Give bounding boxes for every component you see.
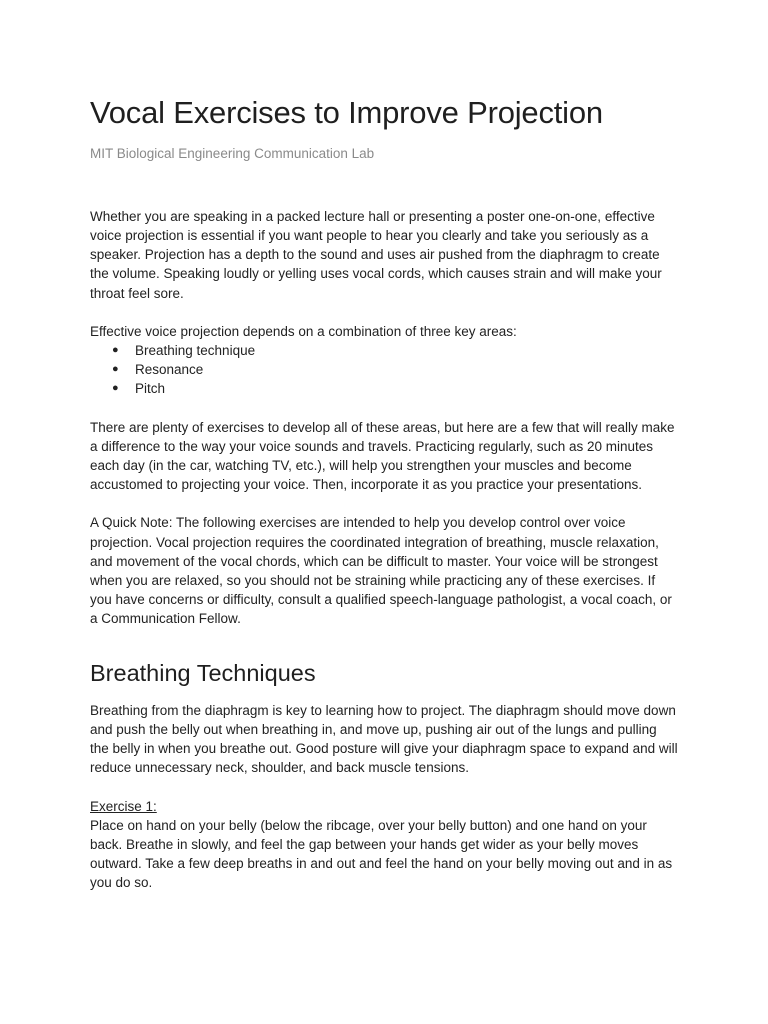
list-item [90, 379, 678, 398]
intro-paragraph: Whether you are speaking in a packed lecture hall or presenting a poster one-on-one, effective voice projection is essential if you want people to hear you clearly and take you seriously as a speaker. Projection has a depth to the sound and uses air pushed from the diaphragm to create the volume. Speaking loudly or yelling uses vocal cords, which causes strain and will make your throat feel sore. [90, 208, 662, 301]
exercises-paragraph: There are plenty of exercises to develop all of these areas, but here are a few that will really make a difference to the way your voice sounds and travels. Practicing regularly, such as 20 minutes each day (in the car, watching TV, etc.), will help you strengthen your muscles and become accustomed to projecting your voice. Then, incorporate it as you practice your presentations. [90, 419, 675, 493]
section-heading-breathing: Breathing Techniques [90, 659, 316, 686]
list-item [90, 341, 678, 360]
breathing-paragraph: Breathing from the diaphragm is key to learning how to project. The diaphragm should move down and push the belly out when breathing in, and move up, pushing air out of the lungs and pulling the belly in when you breathe out. Good posture will give your diaphragm space to expand and will reduce unnecessary neck, shoulder, and back muscle tensions. [90, 702, 678, 776]
exercise-label: Exercise 1: [90, 798, 157, 814]
list-item [90, 360, 678, 379]
list-item-text: Pitch [135, 381, 166, 397]
quick-note-paragraph: A Quick Note: The following exercises are intended to help you develop control over voice projection. Vocal projection requires the coordinated integration of breathing, muscle relaxation, and movement of the vocal chords, which can be difficult to master. Your voice will be strongest when you are relaxed, so you should not be straining while practicing any of these exercises. If you have concerns or difficulty, consult a qualified speech-language pathologist, a vocal coach, or a Communication Fellow. [90, 515, 672, 627]
exercise-text: Place on hand on your belly (below the ribcage, over your belly button) and one hand on your back. Breathe in slowly, and feel the gap between your hands get wider as your belly moves outward. Take a few deep breaths in and out and feel the hand on your belly moving out and in as you do so. [90, 817, 673, 891]
document-title: Vocal Exercises to Improve Projection [90, 95, 603, 130]
document-subtitle: MIT Biological Engineering Communication Lab [90, 146, 375, 162]
list-item-text: Resonance [135, 362, 204, 378]
bullet-icon: ● [112, 343, 119, 356]
key-areas-list [90, 341, 678, 399]
key-areas-intro: Effective voice projection depends on a combination of three key areas: [90, 323, 517, 339]
bullet-icon: ● [112, 363, 119, 376]
bullet-icon: ● [112, 382, 119, 395]
list-item-text: Breathing technique [135, 342, 256, 358]
